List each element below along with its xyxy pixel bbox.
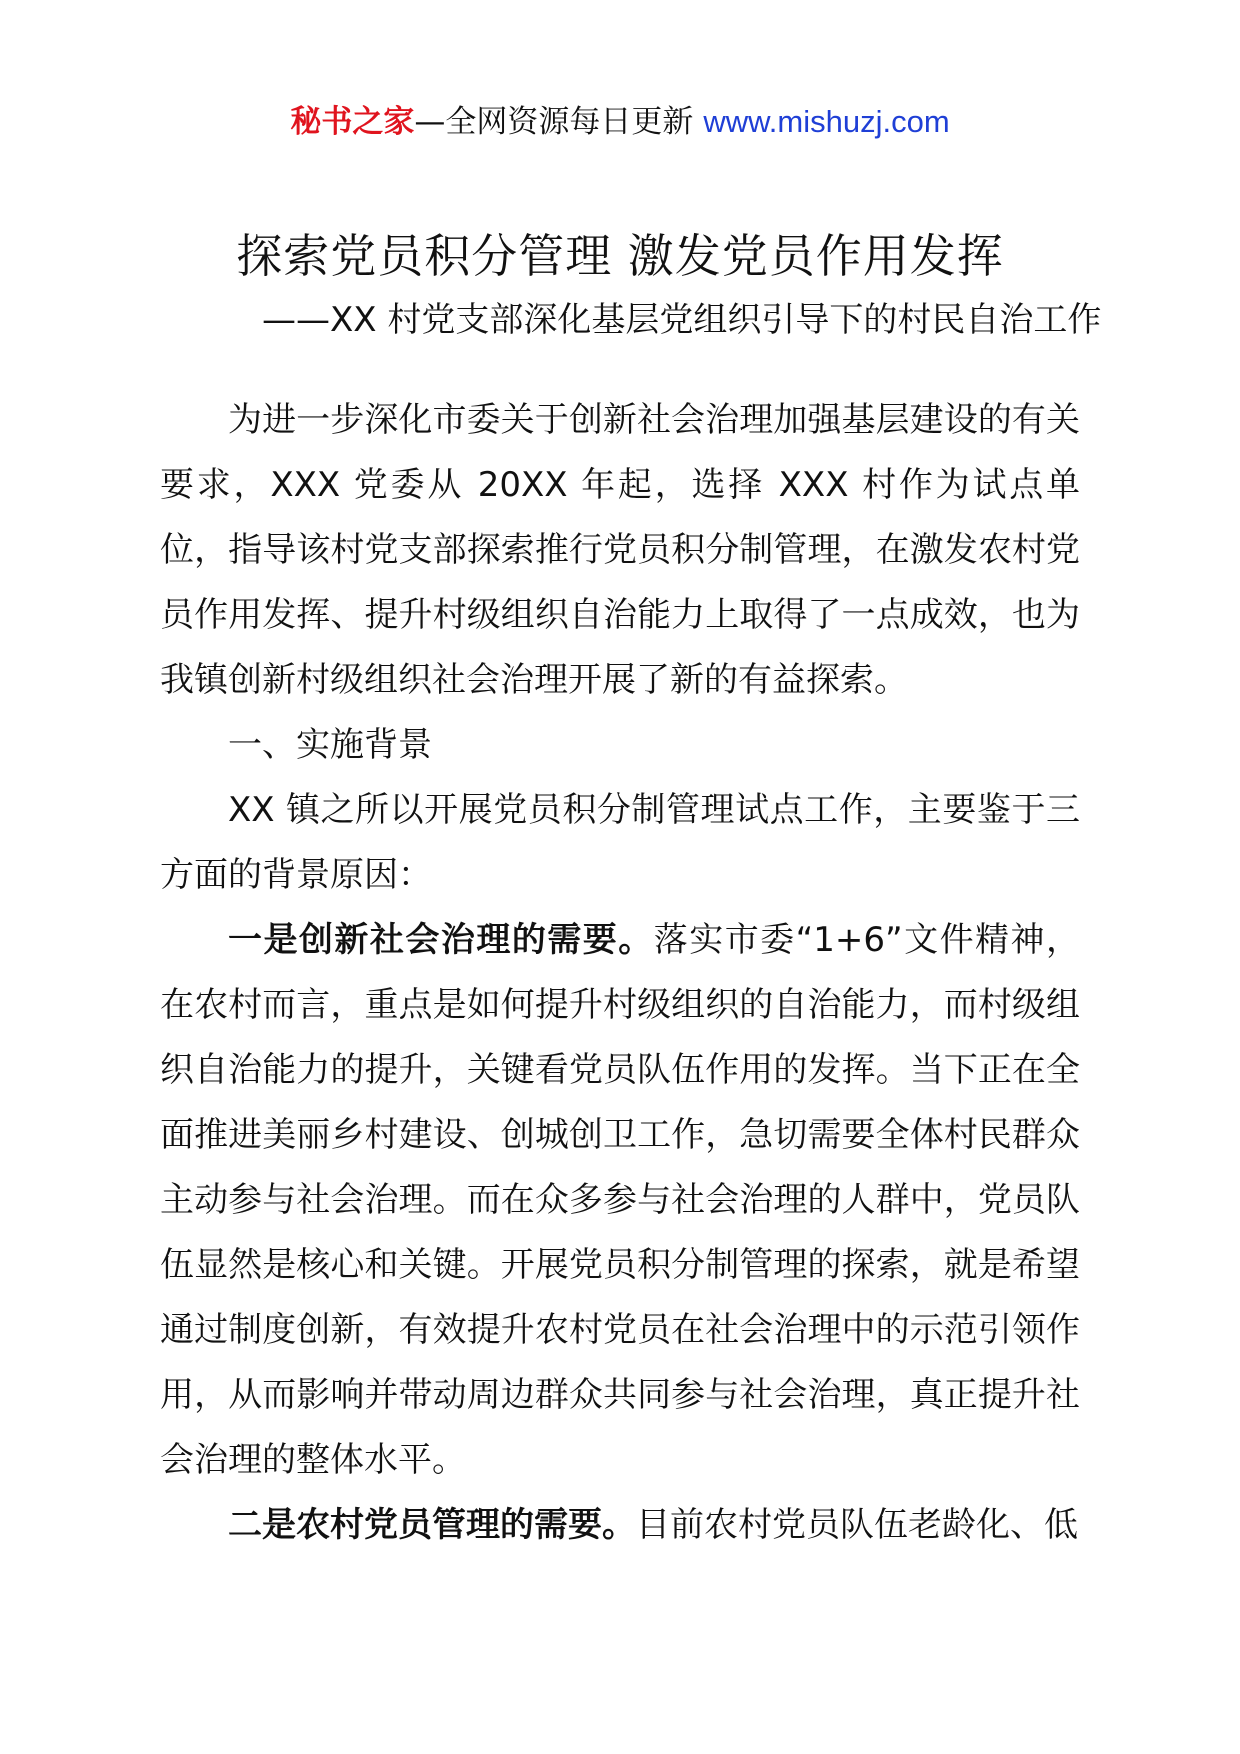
section-heading xyxy=(160,713,1080,778)
section-heading-text: 一、实施背景 xyxy=(228,725,432,765)
document-body xyxy=(160,388,1080,1558)
paragraph xyxy=(160,908,1080,1493)
paragraph-lead: 一是创新社会治理的需要。 xyxy=(228,920,654,960)
site-header xyxy=(0,100,1240,144)
paragraph-text: 落实市委“1+6”文件精神，在农村而言，重点是如何提升村级组织的自治能力，而村级组织自治能力的提升，关键看党员队伍作用的发挥。当下正在全面推进美丽乡村建设、创城创卫工作，急切需要全体村民群众主动参与社会治理。而在众多参与社会治理的人群中，党员队伍显然是核心和关键。开展党员积分制管理的探索，就是希望通过制度创新，有效提升农村党员在社会治理中的示范引领作用，从而影响并带动周边群众共同参与社会治理，真正提升社会治理的整体水平。 xyxy=(160,920,1081,1480)
document-subtitle: ——XX 村党支部深化基层党组织引导下的村民自治工作 xyxy=(262,300,1102,340)
paragraph xyxy=(160,778,1080,908)
paragraph xyxy=(160,1493,1080,1558)
paragraph-text: 为进一步深化市委关于创新社会治理加强基层建设的有关要求，XXX 党委从 20XX 年起，选择 XXX 村作为试点单位，指导该村党支部探索推行党员积分制管理，在激发农村党员作用发挥、提升村级组织自治能力上取得了一点成效，也为我镇创新村级组织社会治理开展了新的有益探索。 xyxy=(160,400,1080,700)
site-url-link[interactable]: www.mishuzj.com xyxy=(703,104,950,139)
paragraph-text: XX 镇之所以开展党员积分制管理试点工作，主要鉴于三方面的背景原因： xyxy=(160,790,1080,895)
paragraph xyxy=(160,388,1080,713)
paragraph-text: 目前农村党员队伍老龄化、低 xyxy=(636,1505,1078,1545)
paragraph-lead: 二是农村党员管理的需要。 xyxy=(228,1505,636,1545)
site-name: 秘书之家 xyxy=(290,104,415,140)
site-tagline: —全网资源每日更新 xyxy=(414,104,694,140)
document-title: 探索党员积分管理 激发党员作用发挥 xyxy=(236,229,1004,283)
